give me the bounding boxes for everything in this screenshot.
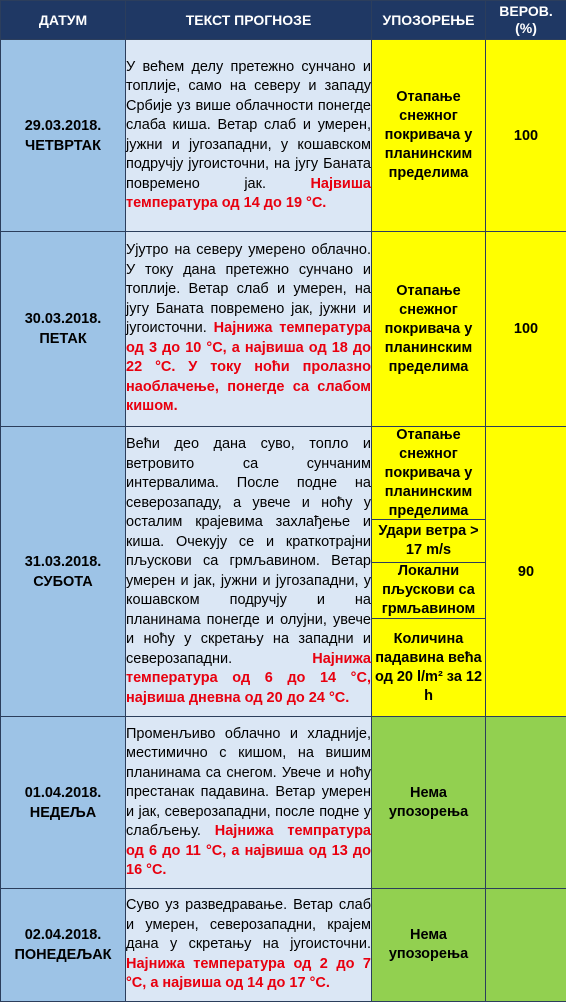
weekday-value: ПОНЕДЕЉАК [14,947,111,963]
warning-item [372,427,485,520]
date-value: 30.03.2018. [25,311,102,327]
date-cell [1,889,126,1002]
forecast-row [1,40,566,232]
probability-cell [486,232,566,427]
warning-cell [372,889,486,1002]
forecast-text: У већем делу претежно сунчано и топлије, само на северу и западу Србије уз више облачности понегде слаба киша. Ветар слаб и умерен, јужни и југозападни, у кошавском подручју југоисточни, на југу Баната повремено јак. [126,59,371,192]
forecast-temperature-text: Најнижа температура од 6 до 14 °C, највиша дневна од 20 до 24 °C. [126,651,371,706]
weekday-value: ПЕТАК [39,331,86,347]
date-value: 29.03.2018. [25,118,102,134]
forecast-text-cell [126,427,372,717]
forecast-temperature-text: Најнижа температура од 3 до 10 °C, а највиша од 18 до 22 °C. У току ноћи пролазно наоблачење, понегде са слабом кишом. [126,320,371,414]
warning-text: Нема упозорења [389,927,468,962]
warning-item [372,520,485,563]
date-cell [1,427,126,717]
warning-text: Отапање снежног покривача у планинским пределима [372,426,485,521]
weekday-value: НЕДЕЉА [30,805,96,821]
date-value: 31.03.2018. [25,554,102,570]
date-value: 02.04.2018. [25,927,102,943]
warning-cell [372,232,486,427]
warning-text: Количина падавина већа од 20 l/m² за 12 h [372,630,485,706]
warning-item [372,619,485,716]
warning-text: Удари ветра > 17 m/s [372,522,485,560]
forecast-text-cell [126,232,372,427]
forecast-text-cell [126,889,372,1002]
forecast-row [1,232,566,427]
probability-value: 100 [514,128,538,144]
warning-cell [372,427,486,717]
header-date: ДАТУМ [1,1,126,40]
forecast-temperature-text: Најнижа температура од 2 до 7 °C, а највиша од 14 до 17 °C. [126,956,371,992]
forecast-temperature-text: Најнижа темпратура од 6 до 11 °C, а највиша од 13 до 16 °C. [126,823,371,878]
forecast-text-cell [126,40,372,232]
warning-text: Нема упозорења [389,785,468,820]
warning-list [372,427,485,716]
header-text: ТЕКСТ ПРОГНОЗЕ [126,1,372,40]
warning-text: Отапање снежног покривача у планинским пределима [385,283,473,375]
warning-text: Локални пљускови са грмљавином [372,562,485,619]
forecast-row [1,889,566,1002]
warning-cell [372,717,486,889]
probability-value: 90 [518,564,534,580]
forecast-text-cell [126,717,372,889]
warning-item [372,563,485,619]
probability-cell [486,427,566,717]
header-row [1,1,566,40]
header-probability [486,1,566,40]
forecast-text: Већи део дана суво, топло и ветровито са сунчаним интервалима. После подне на северозападу, а увече и ноћу у осталим крајевима захлађење и киша. Очекују се и краткотрајни пљускови са грмљавином. Ветар умерен и јак, јужни и југозападни, у кошавском подручју и на планинама понегде и олујни, увече и ноћу у скретању на западни и северозападни. [126,436,371,667]
forecast-row [1,717,566,889]
warning-cell [372,40,486,232]
forecast-text: Суво уз разведравање. Ветар слаб и умерен, северозападни, крајем дана у скретању на југоисточни. [126,897,371,952]
header-probability-line1: ВЕРОВ. [499,3,553,19]
header-probability-line2: (%) [515,20,537,36]
probability-cell [486,889,566,1002]
header-warning: УПОЗОРЕЊЕ [372,1,486,40]
probability-value: 100 [514,321,538,337]
weekday-value: СУБОТА [33,574,92,590]
date-cell [1,40,126,232]
date-cell [1,717,126,889]
probability-cell [486,717,566,889]
forecast-temperature-text: Највиша температура од 14 до 19 °C. [126,176,371,212]
forecast-text: Ујутро на северу умерено облачно. У току дана претежно сунчано и топлије. Ветар слаб и умерен, на југу Баната повремено јак, јужни и југоисточни. [126,242,371,336]
weekday-value: ЧЕТВРТАК [25,138,101,154]
warning-text: Отапање снежног покривача у планинским пределима [385,89,473,181]
forecast-text: Променљиво облачно и хладније, местимично с кишом, на вишим планинама са снегом. Увече и ноћу престанак падавина. Ветар умерен и јак, северозападни, после подне у слабљењу. [126,726,371,840]
date-cell [1,232,126,427]
probability-cell [486,40,566,232]
forecast-row [1,427,566,717]
date-value: 01.04.2018. [25,785,102,801]
